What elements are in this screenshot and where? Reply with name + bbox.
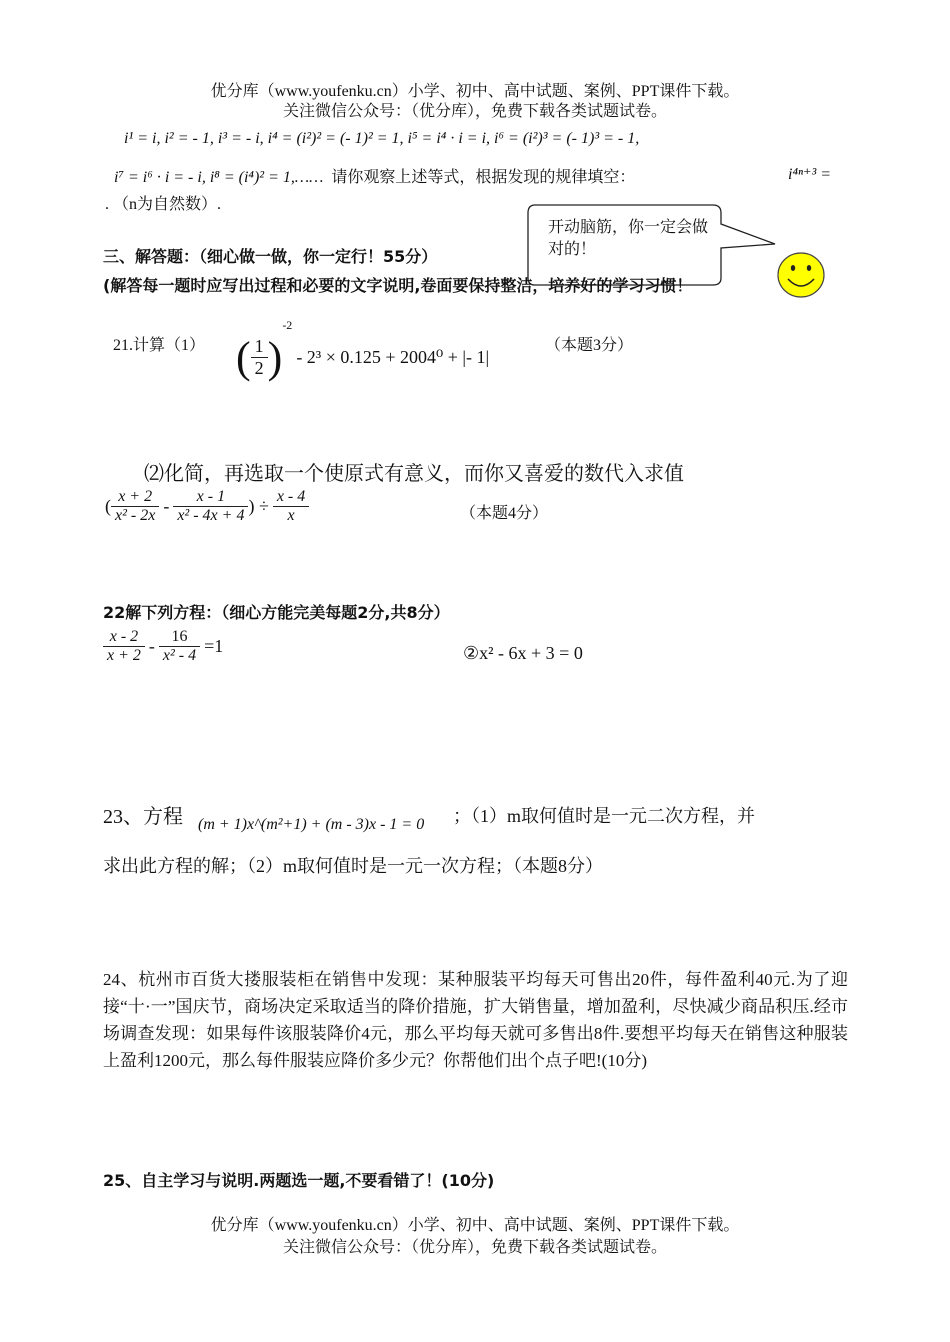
q23-prefix: 23、方程 [103,806,183,828]
q22-title: 22解下列方程：（细心方能完美每题2分,共8分） [103,603,450,622]
powers-line-2-text: 请你观察上述等式，根据发现的规律填空： [331,169,636,186]
footer-line-2: 关注微信公众号：（优分库），免费下载各类试题试卷。 [282,1239,667,1256]
q21-score: （本题3分） [545,337,634,354]
powers-line-2 [114,164,635,187]
section-3-note: (解答每一题时应写出过程和必要的文字说明,卷面要保持整洁，培养好的学习习惯！ [103,276,693,295]
powers-line-3: . （n为自然数）. [105,196,222,213]
powers-target: i⁴ⁿ⁺³ = [788,166,832,183]
powers-line-2-math: i⁷ = i⁶ · i = - i, i⁸ = (i⁴)² = 1,…… [114,169,324,186]
q21-part-2: ⑵化简，再选取一个使原式有意义，而你又喜爱的数代入求值 [144,463,684,485]
q21-score-2: （本题4分） [460,505,549,522]
q21-expression-rest: - 2³ × 0.125 + 2004⁰ + |- 1| [296,346,490,367]
q21-label: 21.计算（1） [113,337,206,354]
smiley-face-icon [776,251,826,299]
section-3-title: 三、解答题：（细心做一做，你一定行！55分） [103,247,438,266]
q25-text: 25、自主学习与说明.两题选一题,不要看错了！(10分) [103,1171,495,1190]
q21-expression: ( $\frac{1}{2}$ )$^{-2}$ - 2³ × 0.125 + 2004⁰ + |- 1| [236,318,490,382]
q22-equation-1: $\frac{x - 2}{x + 2}$ - $\frac{16}{\text{x² - 4}}$ =1 [103,628,223,665]
q22-equation-1-rhs: =1 [204,636,224,656]
q21-part-2-expression: ( $\frac{x + 2}{\text{x² - 2x}}$ - $\frac{x - 1}{\text{x² - 4x + 4}}$ ) ÷ $\frac{x - 4}{x}$ [105,488,309,525]
q23-line-2: 求出此方程的解；（2）m取何值时是一元一次方程；（本题8分） [103,856,603,876]
q22-equation-2: ②x² - 6x + 3 = 0 [463,643,583,663]
q24-text: 24、杭州市百货大搂服装柜在销售中发现：某种服装平均每天可售出20件，每件盈利40元.为了迎接“十·一”国庆节，商场决定采取适当的降价措施，扩大销售量，增加盈利，尽快减少商品积压.经市场调查发现：如果每件该服装降价4元，那么平均每天就可多售出8件.要想平均每天在销售这种服装上盈利1200元，那么每件服装应降价多少元？你帮他们出个点子吧!(10分) [103,970,848,1070]
speech-bubble-text: 开动脑筋，你一定会做对的！ [548,217,709,258]
q23-equation: (m + 1)x^(m²+1) + (m - 3)x - 1 = 0 [198,816,425,833]
footer-line-1: 优分库（www.youfenku.cn）小学、初中、高中试题、案例、PPT课件下载。 [210,1217,740,1234]
q23-line-1-rest: ；（1）m取何值时是一元二次方程，并 [453,806,755,826]
header-line-1: 优分库（www.youfenku.cn）小学、初中、高中试题、案例、PPT课件下载。 [210,83,740,100]
powers-line-1: i¹ = i, i² = - 1, i³ = - i, i⁴ = (i²)² = (- 1)² = 1, i⁵ = i⁴ · i = i, i⁶ = (i²)³ = (- 1)³ = - 1, [124,130,640,147]
header-line-2: 关注微信公众号：（优分库），免费下载各类试题试卷。 [282,103,667,120]
